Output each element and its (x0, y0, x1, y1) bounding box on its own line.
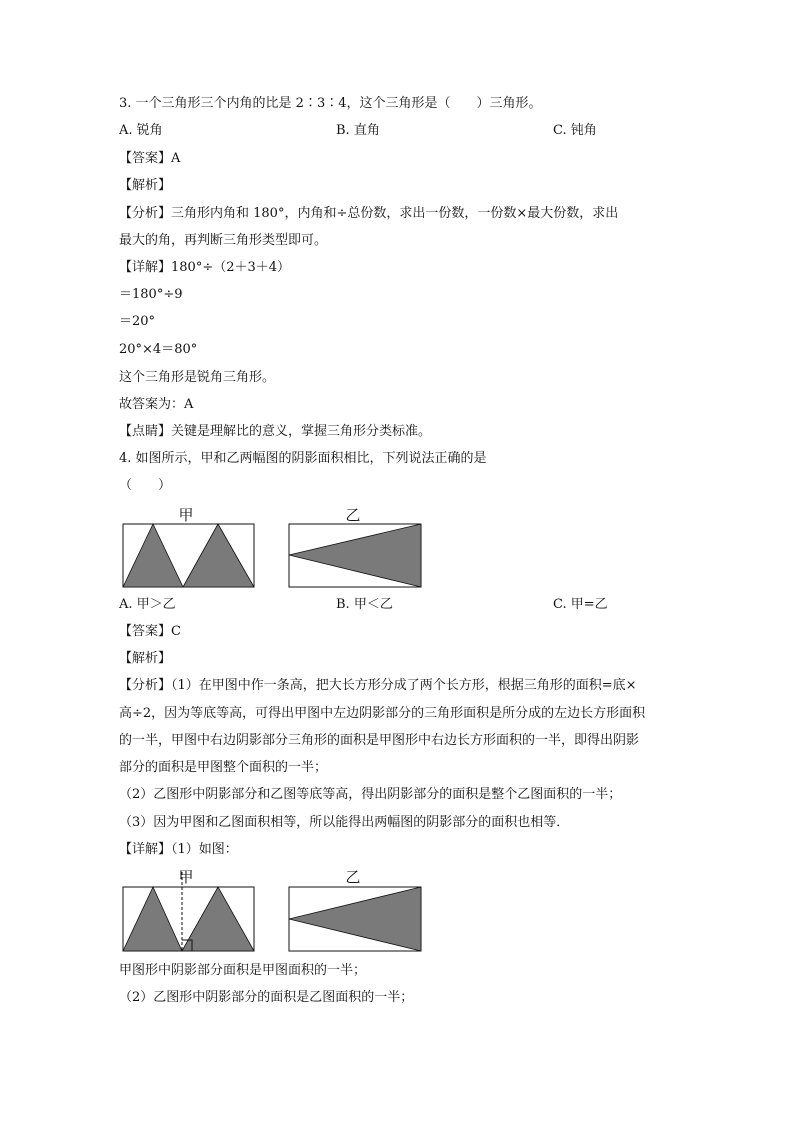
fig2-label-jia: 甲 (178, 868, 194, 886)
q4-analysis-line: （3）因为甲图和乙图面积相等，所以能得出两幅图的阴影部分的面积也相等． (119, 815, 570, 830)
q3-option-c-text: 钝角 (570, 123, 597, 138)
q3-answer (119, 150, 180, 168)
q4-figure (118, 500, 428, 592)
q3-comment: 【点睛】关键是理解比的意义，掌握三角形分类标准。 (119, 424, 432, 439)
q3-analysis-line: 【分析】三角形内角和 180°，内角和÷总份数，求出一份数，一份数×最大份数，求出 (119, 206, 619, 221)
q4-option-c (553, 596, 608, 614)
q4-option-b-letter: B. (336, 597, 350, 612)
q4-blank: （ ） (119, 478, 172, 493)
q4-option-b-text: 甲＜乙 (353, 597, 393, 612)
q3-option-b (336, 122, 380, 140)
q3-option-a-letter: A. (119, 123, 133, 138)
q4-analysis-line: 高÷2，因为等底等高，可得出甲图中左边阴影部分的三角形面积是所分成的左边长方形面积 (119, 706, 646, 721)
q4-detail-line: 甲图形中阴影部分面积是甲图面积的一半； (119, 963, 367, 978)
q4-answer (119, 623, 181, 641)
fig2-label-yi: 乙 (345, 868, 361, 886)
q3-analysis-line: 最大的角，再判断三角形类型即可。 (119, 233, 328, 248)
q4-analysis-line: （2）乙图形中阴影部分和乙图等底等高，得出阴影部分的面积是整个乙图面积的一半； (119, 787, 622, 802)
q4-detail-head: 【详解】（1）如图： (119, 842, 238, 857)
q4-stem: 4. 如图所示，甲和乙两幅图的阴影面积相比，下列说法正确的是 (119, 451, 487, 466)
q4-detail-figure (118, 864, 428, 956)
q4-analysis-line: 的一半，甲图中右边阴影部分三角形的面积是甲图形中右边长方形面积的一半，即得出阴影 (119, 733, 640, 748)
q4-option-c-text: 甲=乙 (570, 597, 608, 612)
q3-detail-line: 故答案为：A (119, 397, 194, 412)
fig-label-yi: 乙 (345, 506, 361, 524)
q4-option-a (119, 596, 176, 614)
q4-option-a-letter: A. (119, 597, 133, 612)
q3-answer-value: A (171, 151, 181, 166)
q3-option-a-text: 锐角 (136, 123, 163, 138)
q4-option-c-letter: C. (553, 597, 567, 612)
q4-answer-value: C (171, 624, 181, 639)
q3-detail-line: ＝20° (119, 314, 156, 329)
q4-answer-tag: 【答案】 (119, 624, 172, 639)
q3-stem: 3. 一个三角形三个内角的比是 2∶3∶4，这个三角形是（ ）三角形。 (119, 96, 542, 111)
q4-detail-line: （2）乙图形中阴影部分的面积是乙图面积的一半； (119, 990, 414, 1005)
q3-option-c-letter: C. (553, 123, 567, 138)
q3-detail-line: 20°×4＝80° (119, 342, 198, 357)
q3-detail-line: 【详解】180°÷（2＋3＋4） (119, 260, 291, 275)
q3-option-b-letter: B. (336, 123, 350, 138)
q4-option-b (336, 596, 393, 614)
q4-analysis-line: 部分的面积是甲图整个面积的一半； (119, 760, 328, 775)
fig-label-jia: 甲 (178, 506, 194, 524)
q3-detail-line: 这个三角形是锐角三角形。 (119, 370, 276, 385)
q3-option-b-text: 直角 (353, 123, 380, 138)
q4-option-a-text: 甲＞乙 (136, 597, 176, 612)
q3-option-c (553, 122, 597, 140)
q4-analysis-tag: 【解析】 (119, 651, 172, 666)
q3-option-a (119, 122, 163, 140)
q3-detail-line: ＝180°÷9 (119, 287, 183, 302)
q3-analysis-tag: 【解析】 (119, 178, 172, 193)
q3-answer-tag: 【答案】 (119, 151, 172, 166)
q4-analysis-line: 【分析】（1）在甲图中作一条高，把大长方形分成了两个长方形，根据三角形的面积=底× (119, 678, 637, 693)
